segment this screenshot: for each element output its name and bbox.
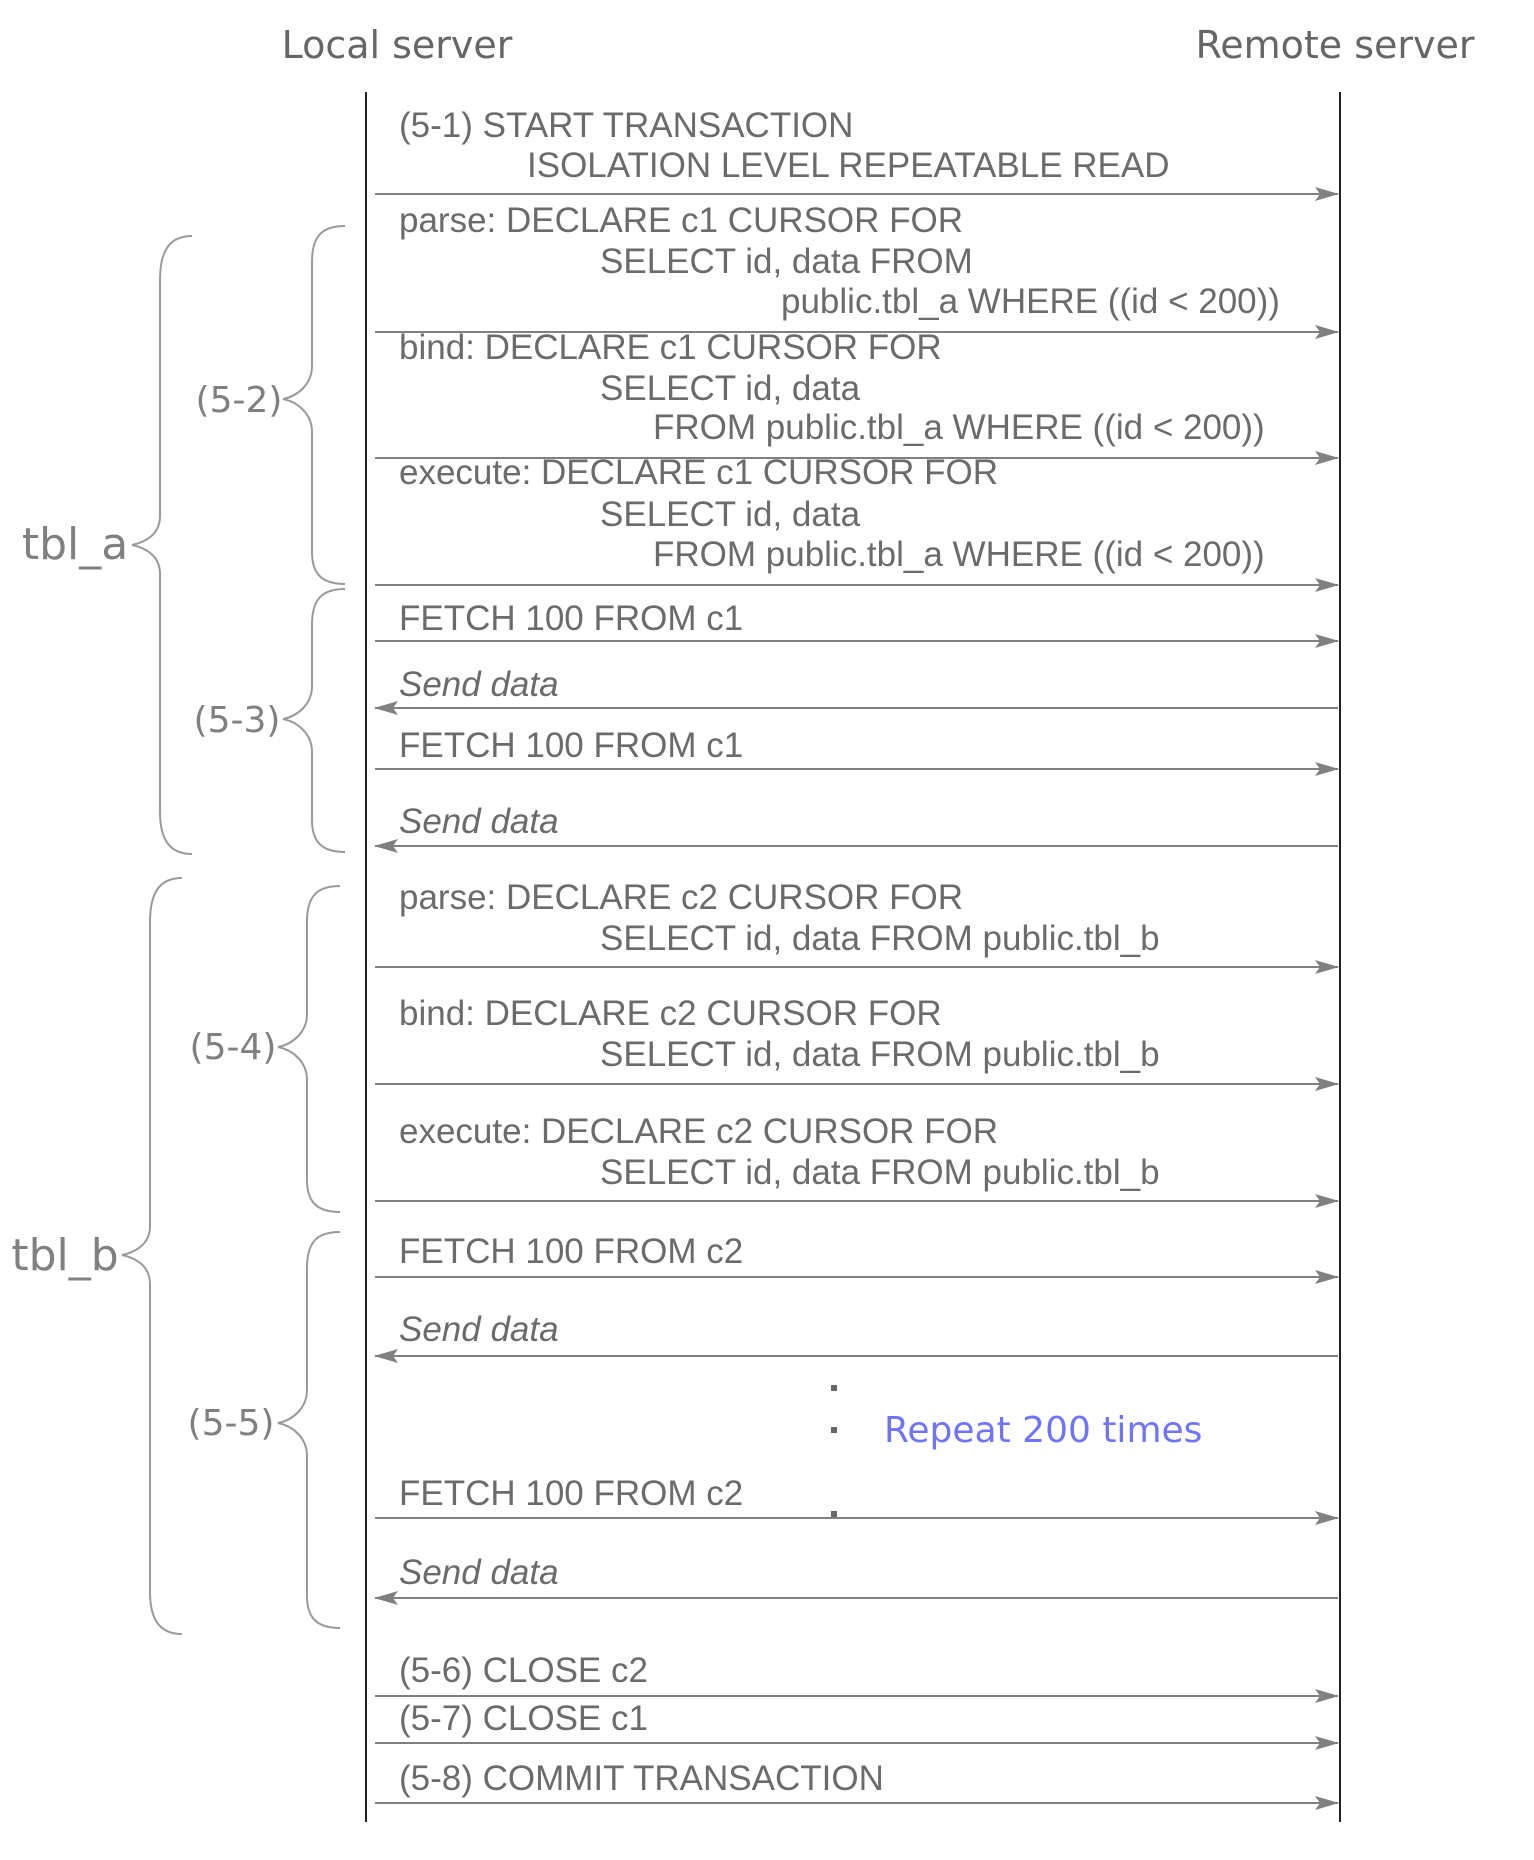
repeat-note: Repeat 200 times (884, 1410, 1203, 1451)
brace-5-5 (278, 1232, 340, 1628)
message-label: FETCH 100 FROM c2 (399, 1474, 744, 1513)
message-commit-transaction (375, 1759, 1338, 1803)
message-label: parse: DECLARE c2 CURSOR FOR (399, 878, 964, 917)
brace-tbl-a (132, 236, 192, 854)
response-label: Send data (399, 665, 559, 704)
group-label-tbl-b: tbl_b (11, 1230, 119, 1281)
message-execute-c1 (375, 453, 1338, 585)
group-label-5-3: (5-3) (193, 700, 281, 741)
response-send-data-third (375, 1310, 1338, 1356)
message-close-c1 (375, 1699, 1338, 1743)
message-fetch-c1-second (375, 726, 1338, 769)
message-label: execute: DECLARE c1 CURSOR FOR (399, 453, 999, 492)
group-label-tbl-a: tbl_a (21, 519, 129, 570)
group-label-5-2: (5-2) (195, 380, 283, 421)
message-label: bind: DECLARE c1 CURSOR FOR (399, 328, 942, 367)
message-label: SELECT id, data FROM public.tbl_b (600, 919, 1160, 958)
message-label: (5-1) START TRANSACTION (399, 106, 854, 145)
ellipsis-dot (831, 1511, 837, 1517)
message-label: execute: DECLARE c2 CURSOR FOR (399, 1112, 999, 1151)
message-label: bind: DECLARE c2 CURSOR FOR (399, 994, 942, 1033)
response-send-data-first (375, 665, 1338, 708)
ellipsis-dot (831, 1427, 837, 1433)
message-label: SELECT id, data (600, 495, 861, 534)
message-label: SELECT id, data (600, 369, 861, 408)
local-server-label: Local server (281, 23, 513, 67)
message-label: parse: DECLARE c1 CURSOR FOR (399, 201, 964, 240)
message-label: (5-6) CLOSE c2 (399, 1651, 648, 1690)
message-label: SELECT id, data FROM public.tbl_b (600, 1153, 1160, 1192)
message-fetch-c2-first (375, 1232, 1338, 1277)
brace-5-4 (278, 886, 340, 1212)
brace-5-2 (283, 226, 345, 584)
message-start-transaction (375, 106, 1338, 194)
brace-tbl-b (122, 878, 182, 1634)
message-label: FETCH 100 FROM c1 (399, 726, 744, 765)
message-label: FETCH 100 FROM c1 (399, 599, 744, 638)
message-parse-c1 (375, 201, 1338, 332)
response-label: Send data (399, 1310, 559, 1349)
response-label: Send data (399, 1553, 559, 1592)
message-bind-c1 (375, 328, 1338, 458)
ellipsis-dot (831, 1385, 837, 1391)
message-fetch-c2-last (375, 1474, 1338, 1518)
group-label-5-5: (5-5) (187, 1403, 275, 1444)
response-label: Send data (399, 802, 559, 841)
message-fetch-c1-first (375, 599, 1338, 641)
message-bind-c2 (375, 994, 1338, 1084)
message-label: (5-7) CLOSE c1 (399, 1699, 648, 1738)
message-label: SELECT id, data FROM public.tbl_b (600, 1035, 1160, 1074)
brace-5-3 (283, 589, 345, 852)
response-send-data-last (375, 1553, 1338, 1598)
message-label: (5-8) COMMIT TRANSACTION (399, 1759, 884, 1798)
message-label: FETCH 100 FROM c2 (399, 1232, 744, 1271)
message-parse-c2 (375, 878, 1338, 967)
message-label: SELECT id, data FROM (600, 242, 973, 281)
group-label-5-4: (5-4) (189, 1027, 277, 1068)
message-execute-c2 (375, 1112, 1338, 1201)
message-label: ISOLATION LEVEL REPEATABLE READ (527, 146, 1170, 185)
message-label: public.tbl_a WHERE ((id < 200)) (781, 282, 1280, 321)
response-send-data-second (375, 802, 1338, 846)
message-label: FROM public.tbl_a WHERE ((id < 200)) (653, 408, 1265, 447)
message-close-c2 (375, 1651, 1338, 1696)
message-label: FROM public.tbl_a WHERE ((id < 200)) (653, 535, 1265, 574)
remote-server-label: Remote server (1195, 23, 1475, 67)
